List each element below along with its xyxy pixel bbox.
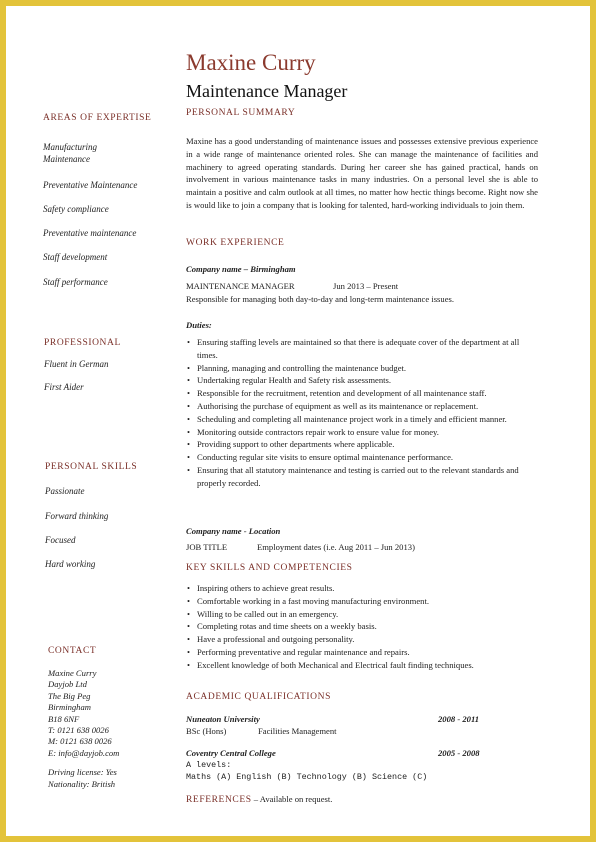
list-item: • Willing to be called out in an emergency. xyxy=(187,608,539,621)
personal-skill-item: Passionate xyxy=(45,486,85,496)
degree-type: BSc (Hons) xyxy=(186,726,227,736)
area-item: Manufacturing Maintenance xyxy=(43,142,97,164)
professional-item: Fluent in German xyxy=(44,359,109,369)
list-item: • Responsible for the recruitment, retention and development of all maintenance staff. xyxy=(187,387,539,400)
duties-heading: Duties: xyxy=(186,320,212,330)
list-item: • Performing preventative and regular maintenance and repairs. xyxy=(187,646,539,659)
duties-list xyxy=(187,336,539,490)
list-item: • Monitoring outside contractors repair work to ensure value for money. xyxy=(187,426,539,439)
area-item: Staff performance xyxy=(43,277,108,287)
skills-list xyxy=(187,582,539,672)
list-item: • Scheduling and completing all maintenance project work in a timely and efficient manner. xyxy=(187,413,539,426)
list-item: • Inspiring others to achieve great results. xyxy=(187,582,539,595)
degree-subject: Facilities Management xyxy=(258,726,337,736)
list-item: • Undertaking regular Health and Safety risk assessments. xyxy=(187,374,539,387)
job2-company: Company name - Location xyxy=(186,526,281,536)
list-item: • Authorising the purchase of equipment as well as its maintenance or replacement. xyxy=(187,400,539,413)
references-text: – Available on request. xyxy=(251,794,333,804)
list-item: • Comfortable working in a fast moving manufacturing environment. xyxy=(187,595,539,608)
nationality: Nationality: British xyxy=(48,778,116,789)
professional-item: First Aider xyxy=(44,382,84,392)
area-item: Staff development xyxy=(43,252,108,262)
list-item: • Providing support to other departments where applicable. xyxy=(187,438,539,451)
job1-dates: Jun 2013 – Present xyxy=(333,281,399,291)
references-label: REFERENCES xyxy=(186,795,252,805)
job2-title: JOB TITLE xyxy=(186,542,228,552)
contact-address-line: The Big Peg xyxy=(48,690,91,701)
school1-name: Nuneaton University xyxy=(186,714,260,724)
contact-telephone: T: 0121 638 0026 xyxy=(48,725,109,736)
list-item: • Planning, managing and controlling the maintenance budget. xyxy=(187,362,539,375)
job1-company: Company name – Birmingham xyxy=(186,264,296,274)
list-item: • Excellent knowledge of both Mechanical and Electrical fault finding techniques. xyxy=(187,659,539,672)
candidate-name: Maxine Curry xyxy=(186,50,316,75)
personal-summary-text: Maxine has a good understanding of maintenance issues and possesses extensive previous experience in a wide range of maintenance oriented roles. She can manage the maintenance of facilities and machinery to agreed operating standards. During her career she has gained practical, hands on involvement in various maintenance tasks in many industries. On a personal level she is able to maintain a positive and calm outlook at all times, no matter how hectic things become. Right now she is would like to join a company that is looking for talented, hard-working individuals to join them. xyxy=(186,136,538,210)
work-experience-heading: WORK EXPERIENCE xyxy=(186,238,285,248)
candidate-job-title: Maintenance Manager xyxy=(186,81,348,101)
area-item: Safety compliance xyxy=(43,204,109,214)
school2-years: 2005 - 2008 xyxy=(438,748,480,758)
job1-description: Responsible for managing both day-to-day and long-term maintenance issues. xyxy=(186,294,455,304)
contact-postcode: B18 6NF xyxy=(48,713,80,724)
school1-years: 2008 - 2011 xyxy=(438,714,480,724)
list-item: • Completing rotas and time sheets on a weekly basis. xyxy=(187,620,539,633)
contact-mobile: M: 0121 638 0026 xyxy=(48,736,112,747)
personal-summary-heading: PERSONAL SUMMARY xyxy=(186,108,296,118)
personal-skills-heading: PERSONAL SKILLS xyxy=(45,462,138,472)
alevels-grades: Maths (A) English (B) Technology (B) Science (C) xyxy=(186,772,428,782)
contact-email: E: info@dayjob.com xyxy=(48,747,120,758)
key-skills-heading: KEY SKILLS AND COMPETENCIES xyxy=(186,563,353,573)
personal-skill-item: Forward thinking xyxy=(45,511,109,521)
professional-heading: PROFESSIONAL xyxy=(44,338,121,348)
area-item: Preventative Maintenance xyxy=(43,180,138,190)
personal-skill-item: Hard working xyxy=(45,559,96,569)
driving-license: Driving license: Yes xyxy=(48,767,117,778)
contact-heading: CONTACT xyxy=(48,646,97,656)
academic-heading: ACADEMIC QUALIFICATIONS xyxy=(186,692,331,702)
list-item: • Conducting regular site visits to ensure optimal maintenance performance. xyxy=(187,451,539,464)
contact-block xyxy=(48,668,178,790)
area-item: Preventative maintenance xyxy=(43,228,137,238)
list-item: • Ensuring staffing levels are maintained so that there is adequate cover of the department at all times. xyxy=(187,336,539,362)
contact-city: Birmingham xyxy=(48,702,91,713)
list-item: • Ensuring that all statutory maintenance and testing is carried out to the relevant standards and properly recorded. xyxy=(187,464,539,490)
job1-title: MAINTENANCE MANAGER xyxy=(186,281,295,291)
contact-company: Dayjob Ltd xyxy=(48,679,87,690)
contact-name: Maxine Curry xyxy=(48,668,97,678)
personal-skill-item: Focused xyxy=(45,535,76,545)
areas-heading: AREAS OF EXPERTISE xyxy=(43,113,152,123)
alevels-label: A levels: xyxy=(186,760,232,770)
references-line xyxy=(186,793,332,807)
job2-dates: Employment dates (i.e. Aug 2011 – Jun 2013) xyxy=(257,542,415,552)
school2-name: Coventry Central College xyxy=(186,748,276,758)
resume-page xyxy=(6,6,590,836)
list-item: • Have a professional and outgoing personality. xyxy=(187,633,539,646)
